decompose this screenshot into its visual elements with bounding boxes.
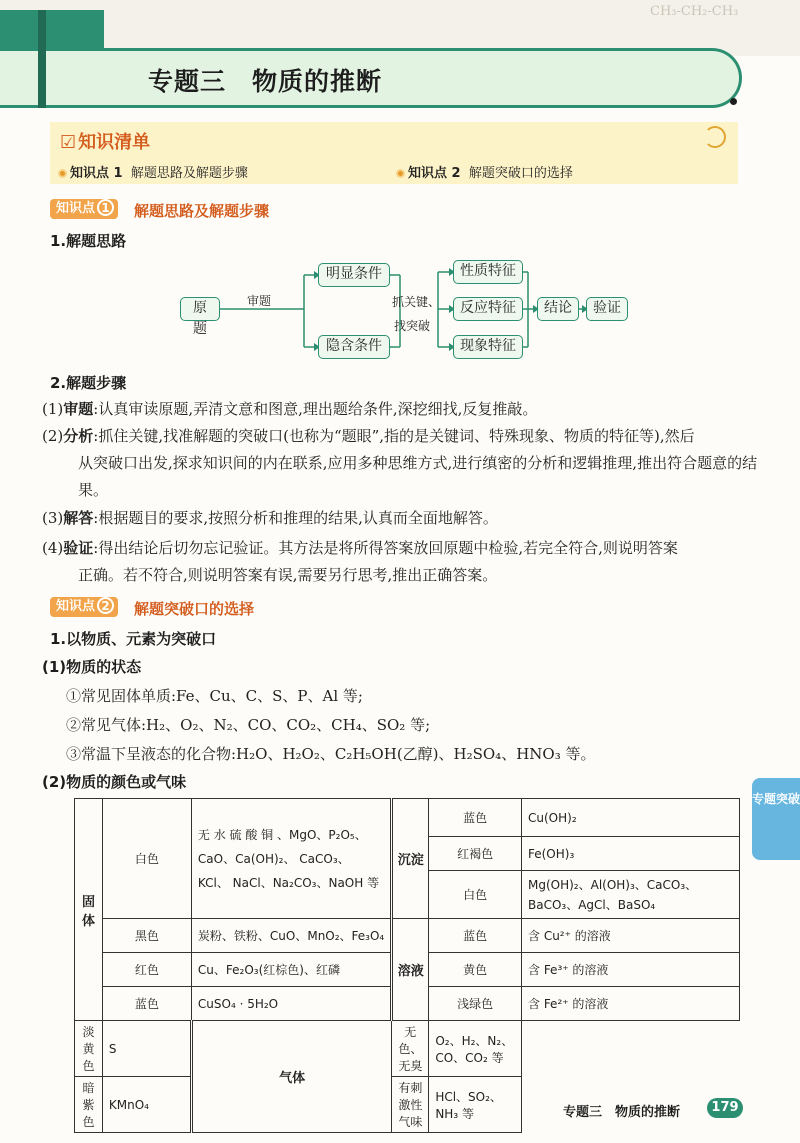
cat-solid: 固体	[75, 799, 103, 1021]
step-text: :得出结论后切勿忘记验证。其方法是将所得答案放回原题中检验,若完全符合,则说明答案	[93, 539, 678, 557]
flow-node-verify: 验证	[586, 297, 628, 321]
solid-color-black: 黑色	[102, 919, 191, 953]
state-item-2: ②常见气体:H₂、O₂、N₂、CO、CO₂、CH₄、SO₂ 等;	[66, 716, 431, 734]
knowledge-tag: 知识点 2	[408, 166, 461, 181]
color-table	[74, 798, 740, 1133]
section2-badge-num: 2	[97, 597, 114, 614]
step-num: (3)	[42, 509, 64, 527]
solid-items-paleyellow: S	[102, 1021, 191, 1077]
solid-items-white: 无 水 硫 酸 铜 、MgO、P₂O₅、CaO、Ca(OH)₂、 CaCO₃、 KCl、 NaCl、Na₂CO₃、NaOH 等	[191, 799, 391, 919]
knowledge-tag: 知识点 1	[70, 166, 123, 181]
cat-solution: 溶液	[392, 919, 429, 1021]
gas-color-pungent: 有刺激性气味	[392, 1077, 429, 1133]
step-text: :抓住关键,找准解题的突破口(也称为“题眼”,指的是关键词、特殊现象、物质的特征等),然后	[93, 427, 695, 445]
flow-node-property: 性质特征	[453, 260, 523, 284]
page-title: 专题三 物质的推断	[148, 67, 383, 96]
side-tab-label: 专题突破	[752, 792, 800, 806]
solution-color-yellow: 黄色	[429, 953, 522, 987]
step-text: :根据题目的要求,按照分析和推理的结果,认真而全面地解答。	[93, 509, 498, 527]
solid-items-darkpurple: KMnO₄	[102, 1077, 191, 1133]
solution-items-blue: 含 Cu²⁺ 的溶液	[522, 919, 740, 953]
header-deco-formula: CH₃-CH₂-CH₃	[650, 4, 739, 19]
step-3	[42, 505, 762, 532]
solid-color-red: 红色	[102, 953, 191, 987]
section2-badge	[50, 597, 118, 617]
precip-color-blue: 蓝色	[429, 799, 522, 837]
step-num: (2)	[42, 427, 64, 445]
knowledge-list-title-text: 知识清单	[78, 132, 151, 153]
solid-color-blue: 蓝色	[102, 987, 191, 1021]
precip-color-redbrown: 红褐色	[429, 837, 522, 871]
step-num: (1)	[42, 400, 64, 418]
solid-items-red: Cu、Fe₂O₃(红棕色)、红磷	[191, 953, 391, 987]
cat-precip: 沉淀	[392, 799, 429, 919]
solution-color-blue: 蓝色	[429, 919, 522, 953]
flow-node-hidden: 隐含条件	[318, 335, 390, 359]
section1-badge-num: 1	[97, 199, 114, 216]
state-item-1: ①常见固体单质:Fe、Cu、C、S、P、Al 等;	[66, 687, 363, 705]
solution-items-lightgreen: 含 Fe²⁺ 的溶液	[522, 987, 740, 1021]
sub-state: (1)物质的状态	[42, 658, 142, 676]
flow-label-key-2: 找突破	[394, 319, 431, 333]
solid-color-paleyellow: 淡黄色	[75, 1021, 103, 1077]
knowledge-text: 解题突破口的选择	[468, 166, 573, 181]
step-text: :认真审读原题,弄清文意和图意,理出题给条件,深挖细找,反复推敲。	[93, 400, 538, 418]
section2-badge-label: 知识点	[56, 599, 96, 614]
sub-color: (2)物质的颜色或气味	[42, 773, 187, 791]
state-item-3: ③常温下呈液态的化合物:H₂O、H₂O₂、C₂H₅OH(乙醇)、H₂SO₄、HNO₃ 等。	[66, 745, 596, 763]
heading-solution-idea: 1.解题思路	[50, 232, 127, 250]
heading-solution-steps: 2.解题步骤	[50, 374, 127, 392]
flow-node-phenomenon: 现象特征	[453, 335, 523, 359]
step-text-cont: 正确。若不符合,则说明答案有误,需要另行思考,推出正确答案。	[78, 566, 498, 584]
heading-breakthrough: 1.以物质、元素为突破口	[50, 630, 217, 648]
knowledge-text: 解题思路及解题步骤	[130, 166, 248, 181]
precip-items-redbrown: Fe(OH)₃	[522, 837, 740, 871]
solid-color-white: 白色	[102, 799, 191, 919]
flow-node-original: 原题	[180, 297, 220, 321]
checkbox-icon: ☑	[60, 132, 77, 153]
page-number: 179	[707, 1098, 743, 1118]
cat-gas: 气体	[191, 1021, 391, 1133]
gas-items-odorless: O₂、H₂、N₂、CO、CO₂ 等	[429, 1021, 522, 1077]
section1-badge-label: 知识点	[56, 201, 96, 216]
gas-color-odorless: 无色、无臭	[392, 1021, 429, 1077]
footer-title: 专题三 物质的推断	[563, 1105, 681, 1120]
step-4	[42, 535, 762, 589]
flow-node-obvious: 明显条件	[318, 263, 390, 287]
flow-node-reaction: 反应特征	[453, 297, 523, 321]
section2-title: 解题突破口的选择	[134, 600, 255, 618]
gas-items-pungent: HCl、SO₂、NH₃ 等	[429, 1077, 522, 1133]
solution-color-lightgreen: 浅绿色	[429, 987, 522, 1021]
step-2	[42, 423, 762, 504]
section1-title: 解题思路及解题步骤	[134, 202, 270, 220]
step-lead: 解答	[63, 509, 94, 527]
flow-label-review: 审题	[247, 294, 272, 308]
step-lead: 分析	[63, 427, 94, 445]
solid-items-blue: CuSO₄ · 5H₂O	[191, 987, 391, 1021]
step-1	[42, 396, 762, 423]
flow-label-key-1: 抓关键、	[392, 295, 441, 309]
solid-items-black: 炭粉、铁粉、CuO、MnO₂、Fe₃O₄	[191, 919, 391, 953]
side-tab-topic[interactable]	[752, 778, 800, 860]
solid-color-darkpurple: 暗紫色	[75, 1077, 103, 1133]
precip-items-white: Mg(OH)₂、Al(OH)₃、CaCO₃、BaCO₃、AgCl、BaSO₄	[522, 871, 740, 919]
step-num: (4)	[42, 539, 64, 557]
step-lead: 审题	[63, 400, 94, 418]
precip-items-blue: Cu(OH)₂	[522, 799, 740, 837]
solution-items-yellow: 含 Fe³⁺ 的溶液	[522, 953, 740, 987]
flow-node-conclusion: 结论	[537, 297, 579, 321]
step-text-cont: 从突破口出发,探求知识间的内在联系,应用多种思维方式,进行缜密的分析和逻辑推理,推出符合题意的结果。	[78, 454, 758, 499]
precip-color-white: 白色	[429, 871, 522, 919]
step-lead: 验证	[63, 539, 94, 557]
